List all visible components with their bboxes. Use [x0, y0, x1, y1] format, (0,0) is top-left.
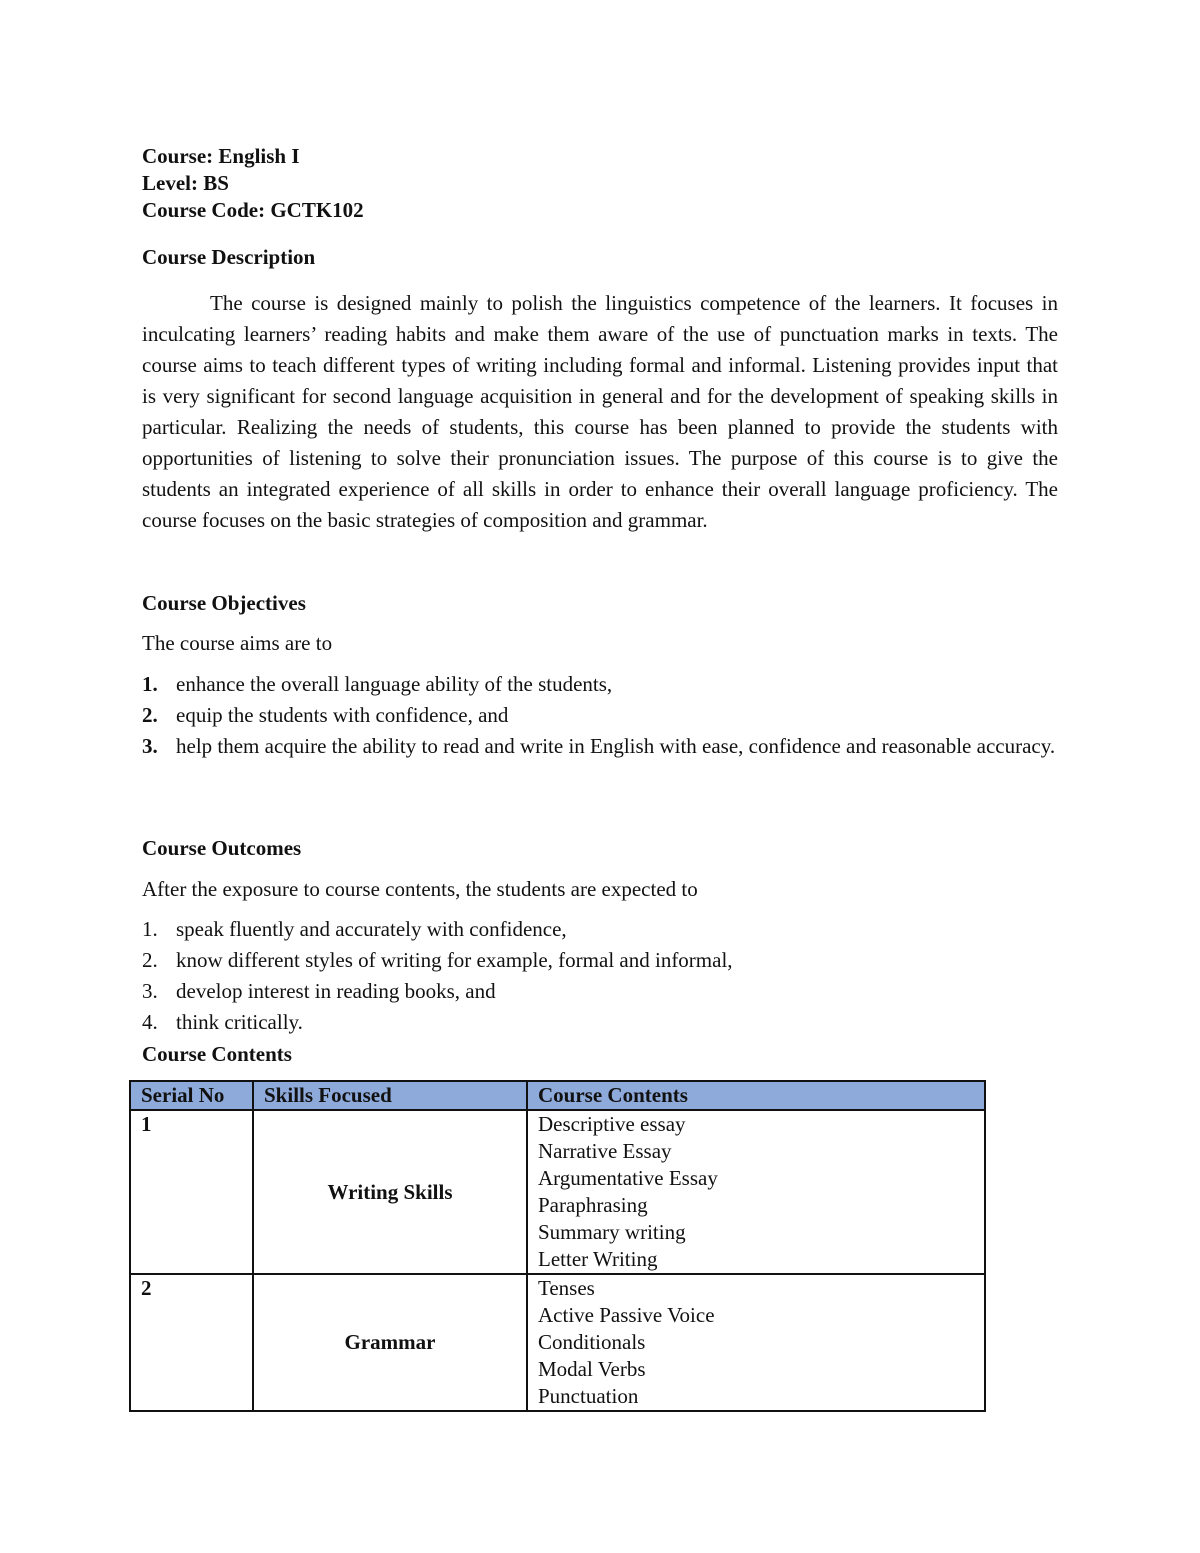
- table-row: [130, 1110, 985, 1274]
- list-item: 2. equip the students with confidence, and: [142, 703, 509, 727]
- contents-cell: [527, 1110, 985, 1274]
- list-item: 3. help them acquire the ability to read and write in English with ease, confidence and reasonable accuracy.: [142, 734, 1056, 758]
- outcomes-intro: After the exposure to course contents, the students are expected to: [142, 877, 698, 901]
- column-header-serial: Serial No: [130, 1081, 253, 1110]
- content-item: Active Passive Voice: [538, 1303, 715, 1327]
- course-contents-table: [129, 1080, 986, 1412]
- content-item: Punctuation: [538, 1384, 639, 1408]
- skill-cell: Grammar: [253, 1274, 527, 1411]
- outcomes-heading: Course Outcomes: [142, 836, 302, 860]
- objectives-heading: Course Objectives: [142, 591, 306, 615]
- content-item: Narrative Essay: [538, 1139, 672, 1163]
- objectives-list: [142, 669, 1058, 762]
- list-item: 1. speak fluently and accurately with confidence,: [142, 917, 567, 941]
- column-header-skills: Skills Focused: [253, 1081, 527, 1110]
- table-row: [130, 1274, 985, 1411]
- list-item: 4. think critically.: [142, 1010, 303, 1034]
- skill-cell: Writing Skills: [253, 1110, 527, 1274]
- list-item: 2. know different styles of writing for example, formal and informal,: [142, 948, 733, 972]
- content-item: Descriptive essay: [538, 1112, 686, 1136]
- description-heading: Course Description: [142, 245, 316, 269]
- column-header-contents: Course Contents: [527, 1081, 985, 1110]
- description-paragraph: The course is designed mainly to polish the linguistics competence of the learners. It focuses in inculcating learners’ reading habits and make them aware of the use of punctuation marks in texts. The course aims to teach different types of writing including formal and informal. Listening provides input that is very significant for second language acquisition in general and for the development of speaking skills in particular. Realizing the needs of students, this course has been planned to provide the students with opportunities of listening to solve their pronunciation issues. The purpose of this course is to give the students an integrated experience of all skills in order to enhance their overall language proficiency. The course focuses on the basic strategies of composition and grammar.: [142, 291, 1058, 532]
- contents-heading: Course Contents: [142, 1042, 292, 1066]
- contents-cell: [527, 1274, 985, 1411]
- outcomes-list: [142, 914, 1058, 1038]
- list-item: 1. enhance the overall language ability of the students,: [142, 672, 613, 696]
- course-code: Course Code: GCTK102: [142, 198, 364, 222]
- list-item: 3. develop interest in reading books, and: [142, 979, 496, 1003]
- content-item: Tenses: [538, 1276, 595, 1300]
- content-item: Summary writing: [538, 1220, 686, 1244]
- course-level: Level: BS: [142, 171, 229, 195]
- serial-cell: 1: [130, 1110, 253, 1274]
- course-title: Course: English I: [142, 144, 300, 168]
- content-item: Argumentative Essay: [538, 1166, 718, 1190]
- objectives-intro: The course aims are to: [142, 631, 333, 655]
- content-item: Paraphrasing: [538, 1193, 648, 1217]
- content-item: Conditionals: [538, 1330, 646, 1354]
- serial-cell: 2: [130, 1274, 253, 1411]
- table-header-row: [130, 1081, 985, 1110]
- content-item: Modal Verbs: [538, 1357, 646, 1381]
- content-item: Letter Writing: [538, 1247, 658, 1271]
